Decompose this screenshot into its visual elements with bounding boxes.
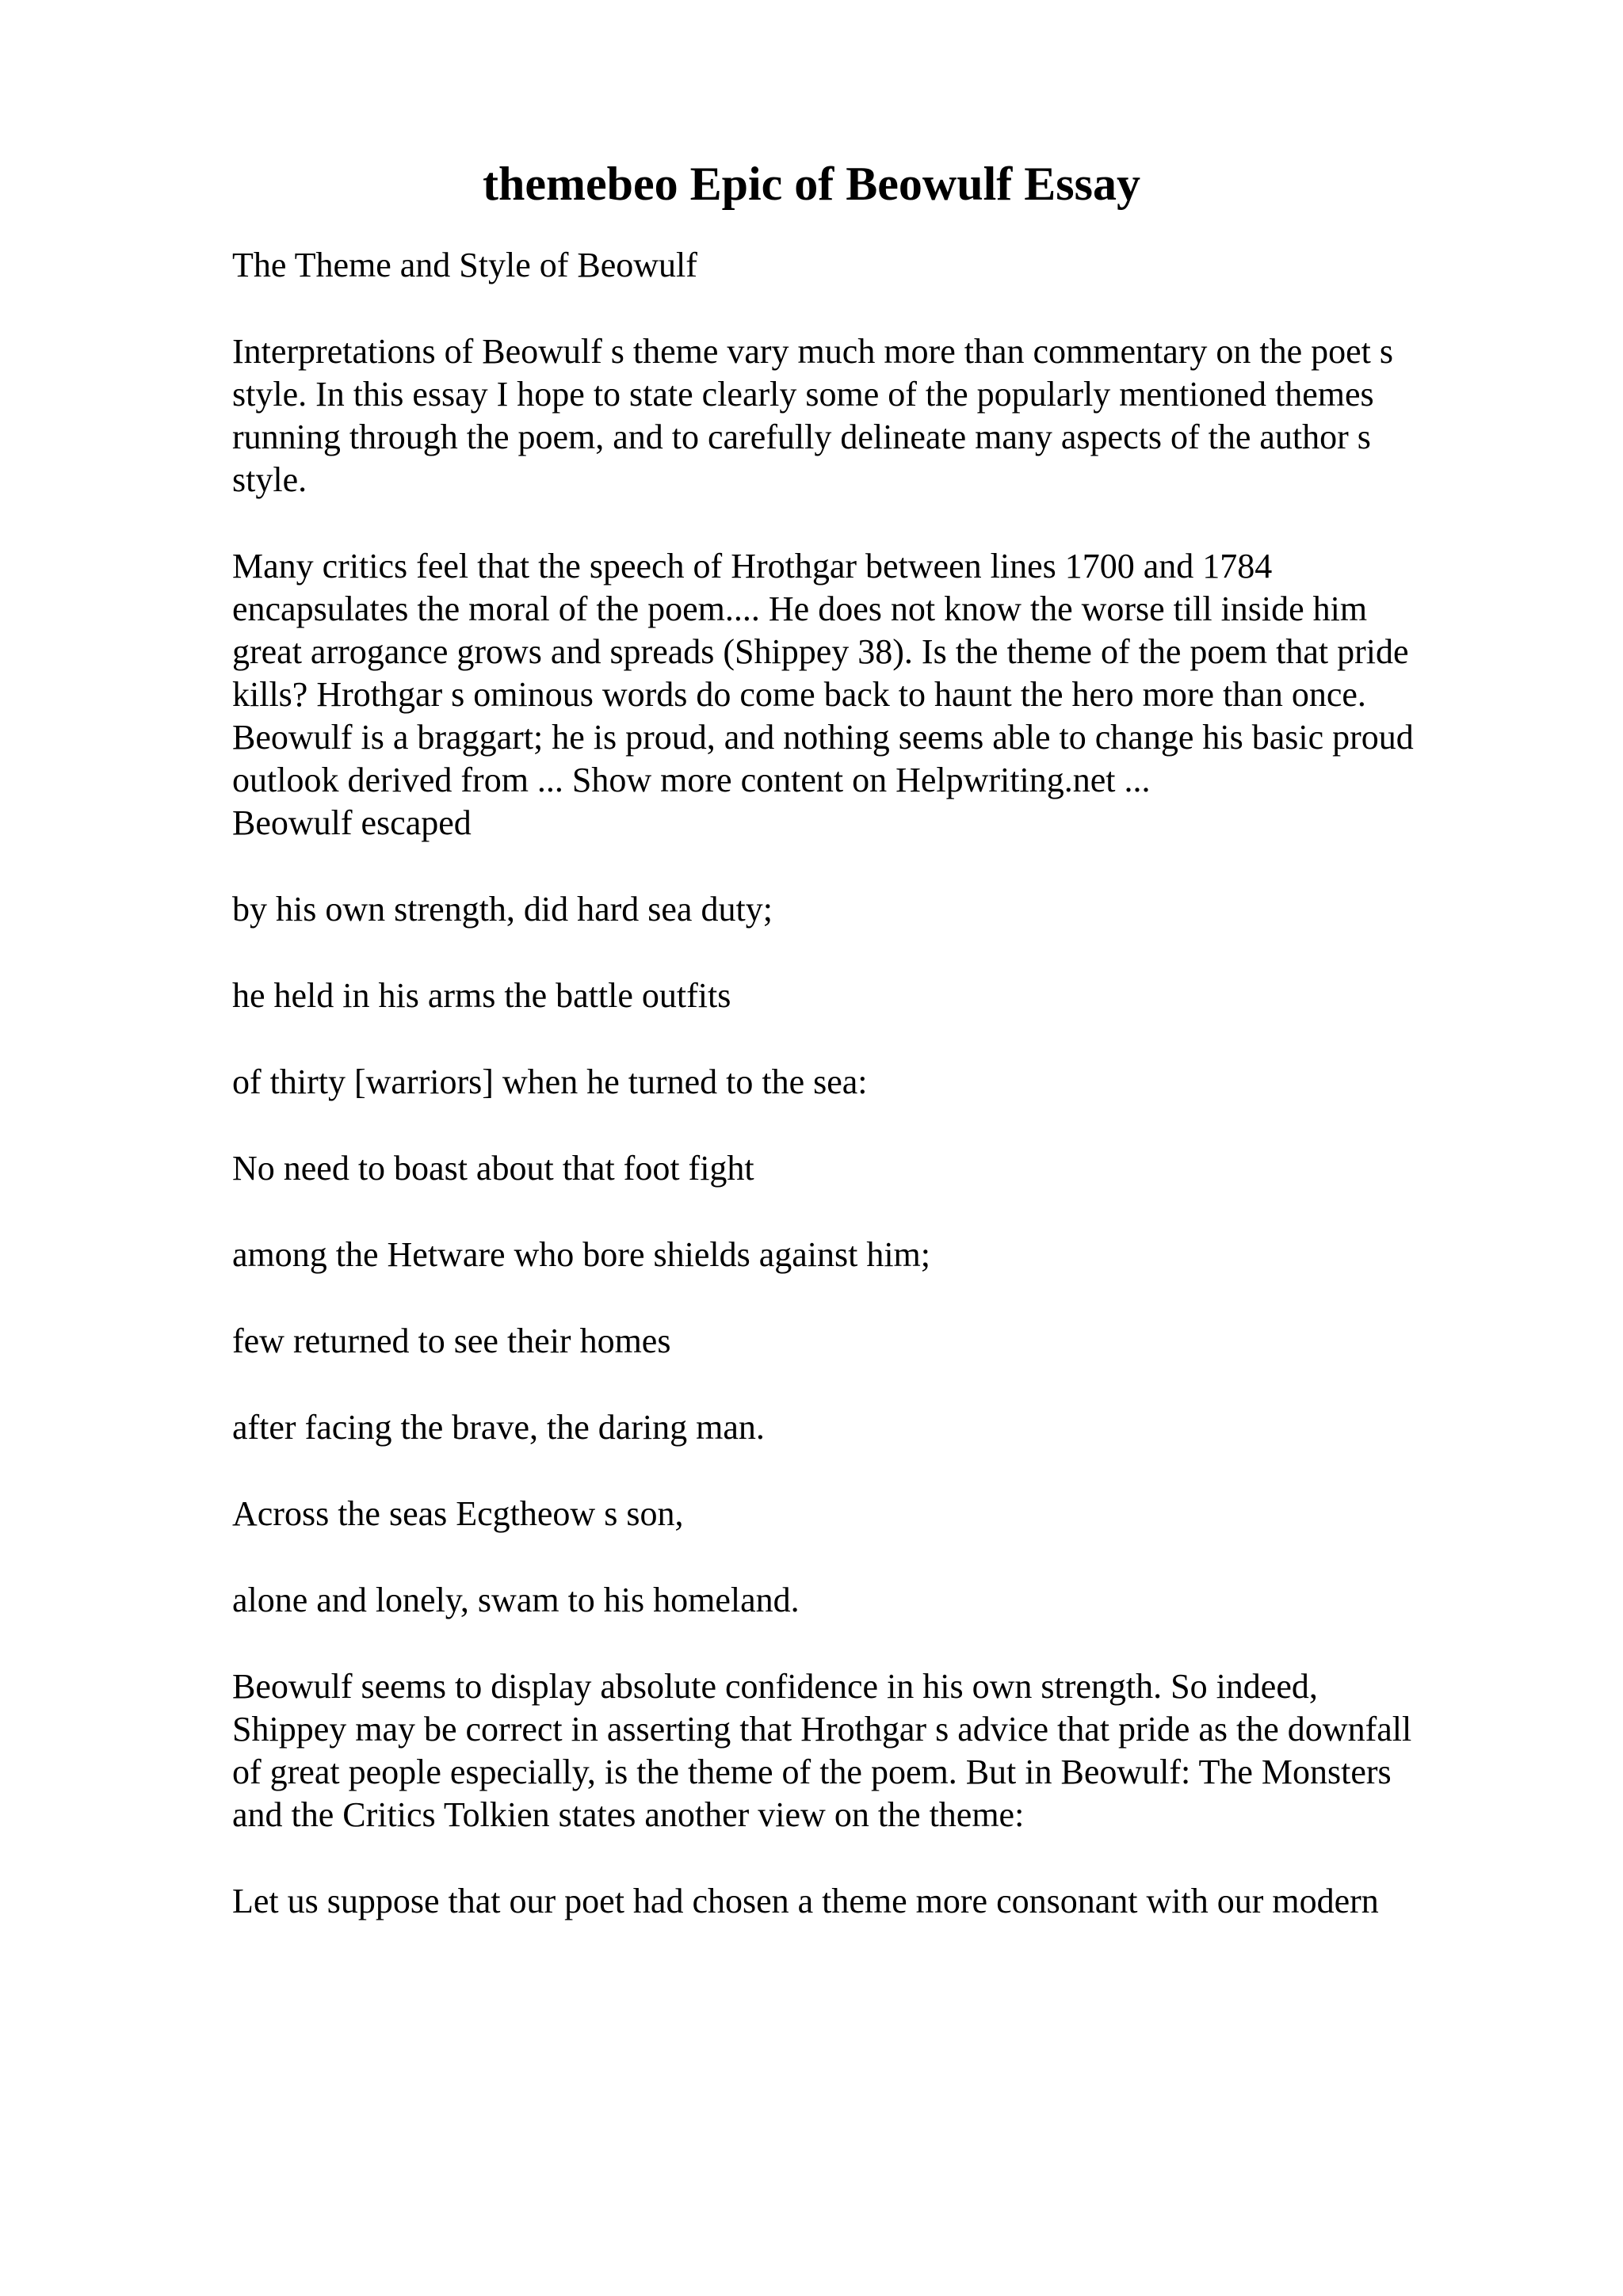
- paragraph-confidence: [232, 1665, 1500, 1836]
- paragraph-line: Let us suppose that our poet had chosen a theme more consonant with our modern: [232, 1882, 1379, 1920]
- paragraph-line: and the Critics Tolkien states another view on the theme:: [232, 1795, 1025, 1834]
- paragraph-intro: [232, 330, 1500, 502]
- essay-body: [232, 244, 1500, 1923]
- paragraph-line: Interpretations of Beowulf s theme vary much more than commentary on the poet s: [232, 332, 1394, 371]
- paragraph-line: great arrogance grows and spreads (Shippey 38). Is the theme of the poem that pride: [232, 632, 1409, 671]
- paragraph-line: style. In this essay I hope to state clearly some of the popularly mentioned themes: [232, 375, 1374, 414]
- paragraph-line: Beowulf is a braggart; he is proud, and nothing seems able to change his basic proud: [232, 718, 1414, 757]
- paragraph-line: Many critics feel that the speech of Hrothgar between lines 1700 and 1784: [232, 547, 1273, 585]
- verse-line: Across the seas Ecgtheow s son,: [232, 1494, 684, 1533]
- verse-quote: [232, 888, 1500, 1622]
- verse-line: of thirty [warriors] when he turned to the sea:: [232, 1062, 868, 1101]
- essay-subtitle: The Theme and Style of Beowulf: [232, 246, 697, 284]
- verse-line: after facing the brave, the daring man.: [232, 1408, 765, 1447]
- verse-line: No need to boast about that foot fight: [232, 1149, 754, 1188]
- verse-line: few returned to see their homes: [232, 1322, 671, 1360]
- page-title: themebeo Epic of Beowulf Essay: [483, 158, 1140, 210]
- paragraph-line: kills? Hrothgar s ominous words do come back to haunt the hero more than once.: [232, 675, 1366, 714]
- verse-line: among the Hetware who bore shields against him;: [232, 1235, 931, 1274]
- paragraph-tolkien: [232, 1880, 1500, 1923]
- paragraph-line: outlook derived from ... Show more content on Helpwriting.net ...: [232, 761, 1151, 799]
- verse-line: alone and lonely, swam to his homeland.: [232, 1581, 800, 1619]
- paragraph-line: style.: [232, 460, 307, 499]
- paragraph-critics: [232, 545, 1500, 845]
- paragraph-line: Beowulf seems to display absolute confidence in his own strength. So indeed,: [232, 1667, 1318, 1706]
- paragraph-line: running through the poem, and to carefully delineate many aspects of the author s: [232, 418, 1371, 456]
- verse-line: he held in his arms the battle outfits: [232, 976, 731, 1015]
- paragraph-line: Beowulf escaped: [232, 803, 472, 842]
- verse-line: by his own strength, did hard sea duty;: [232, 890, 773, 929]
- paragraph-line: encapsulates the moral of the poem.... He does not know the worse till inside him: [232, 589, 1368, 628]
- paragraph-line: Shippey may be correct in asserting that Hrothgar s advice that pride as the downfall: [232, 1710, 1412, 1749]
- paragraph-line: of great people especially, is the theme of the poem. But in Beowulf: The Monsters: [232, 1753, 1392, 1791]
